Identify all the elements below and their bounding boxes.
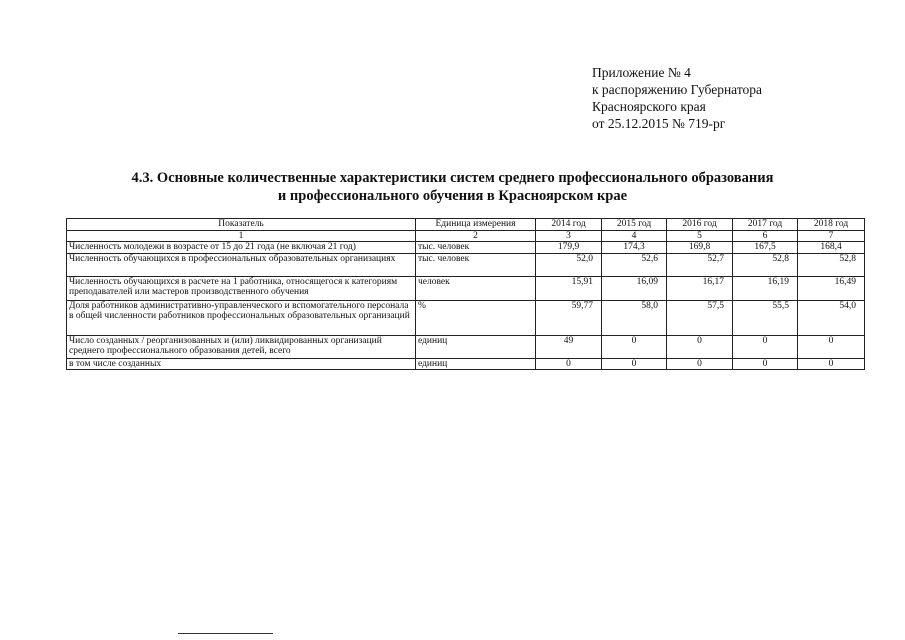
value-cell: 49 [536, 335, 602, 358]
indicator-cell: Численность обучающихся в расчете на 1 работника, относящегося к категориям преподавателей или мастеров производственного обучения [67, 276, 416, 300]
footnote-separator-line [178, 633, 273, 634]
value-cell: 57,5 [667, 300, 733, 335]
value-cell: 52,6 [602, 253, 667, 276]
header-2014: 2014 год [536, 219, 602, 231]
value-cell: 16,17 [667, 276, 733, 300]
value-cell: 16,09 [602, 276, 667, 300]
value-cell: 0 [667, 335, 733, 358]
value-cell: 0 [667, 358, 733, 370]
document-title [40, 169, 865, 205]
annex-line-2: к распоряжению Губернатора [592, 82, 763, 97]
header-2015: 2015 год [602, 219, 667, 231]
value-cell: 0 [798, 358, 865, 370]
value-cell: 52,8 [798, 253, 865, 276]
value-cell: 168,4 [798, 242, 865, 254]
indicator-cell: Доля работников административно-управленческого и вспомогательного персонала в общей численности работников профессиональных образовательных организаций [67, 300, 416, 335]
unit-cell: единиц [416, 358, 536, 370]
annex-line-3: Красноярского края [592, 99, 706, 114]
header-unit: Единица измерения [416, 219, 536, 231]
value-cell: 54,0 [798, 300, 865, 335]
unit-cell: тыс. человек [416, 242, 536, 254]
header-indicator: Показатель [67, 219, 416, 231]
indicator-cell: Число созданных / реорганизованных и (или) ликвидированных организаций среднего профессионального образования детей, всего [67, 335, 416, 358]
value-cell: 52,7 [667, 253, 733, 276]
value-cell: 0 [733, 358, 798, 370]
unit-cell: % [416, 300, 536, 335]
value-cell: 0 [536, 358, 602, 370]
annex-line-4: от 25.12.2015 № 719-рг [592, 116, 726, 131]
table-row [67, 335, 865, 358]
unit-cell: тыс. человек [416, 253, 536, 276]
header-row [67, 219, 865, 231]
value-cell: 15,91 [536, 276, 602, 300]
unit-cell: человек [416, 276, 536, 300]
statistics-table [66, 218, 865, 370]
col-number: 3 [536, 230, 602, 242]
header-2017: 2017 год [733, 219, 798, 231]
col-number: 1 [67, 230, 416, 242]
value-cell: 0 [798, 335, 865, 358]
value-cell: 16,19 [733, 276, 798, 300]
value-cell: 59,77 [536, 300, 602, 335]
col-number: 2 [416, 230, 536, 242]
header-2018: 2018 год [798, 219, 865, 231]
value-cell: 52,0 [536, 253, 602, 276]
column-number-row [67, 230, 865, 242]
value-cell: 179,9 [536, 242, 602, 254]
value-cell: 167,5 [733, 242, 798, 254]
table-row [67, 300, 865, 335]
col-number: 7 [798, 230, 865, 242]
value-cell: 169,8 [667, 242, 733, 254]
value-cell: 0 [602, 358, 667, 370]
col-number: 4 [602, 230, 667, 242]
table-row [67, 253, 865, 276]
table-row [67, 242, 865, 254]
value-cell: 0 [602, 335, 667, 358]
table-row [67, 276, 865, 300]
indicator-cell: в том числе созданных [67, 358, 416, 370]
value-cell: 58,0 [602, 300, 667, 335]
unit-cell: единиц [416, 335, 536, 358]
indicator-cell: Численность молодежи в возрасте от 15 до 21 года (не включая 21 год) [67, 242, 416, 254]
annex-header [592, 64, 762, 132]
title-line-1: 4.3. Основные количественные характеристики систем среднего профессионального образования [131, 170, 774, 186]
table-row [67, 358, 865, 370]
title-line-2: и профессионального обучения в Красноярском крае [277, 188, 628, 204]
col-number: 5 [667, 230, 733, 242]
header-2016: 2016 год [667, 219, 733, 231]
value-cell: 55,5 [733, 300, 798, 335]
indicator-cell: Численность обучающихся в профессиональных образовательных организациях [67, 253, 416, 276]
col-number: 6 [733, 230, 798, 242]
annex-line-1: Приложение № 4 [592, 65, 691, 80]
value-cell: 16,49 [798, 276, 865, 300]
value-cell: 0 [733, 335, 798, 358]
value-cell: 174,3 [602, 242, 667, 254]
value-cell: 52,8 [733, 253, 798, 276]
